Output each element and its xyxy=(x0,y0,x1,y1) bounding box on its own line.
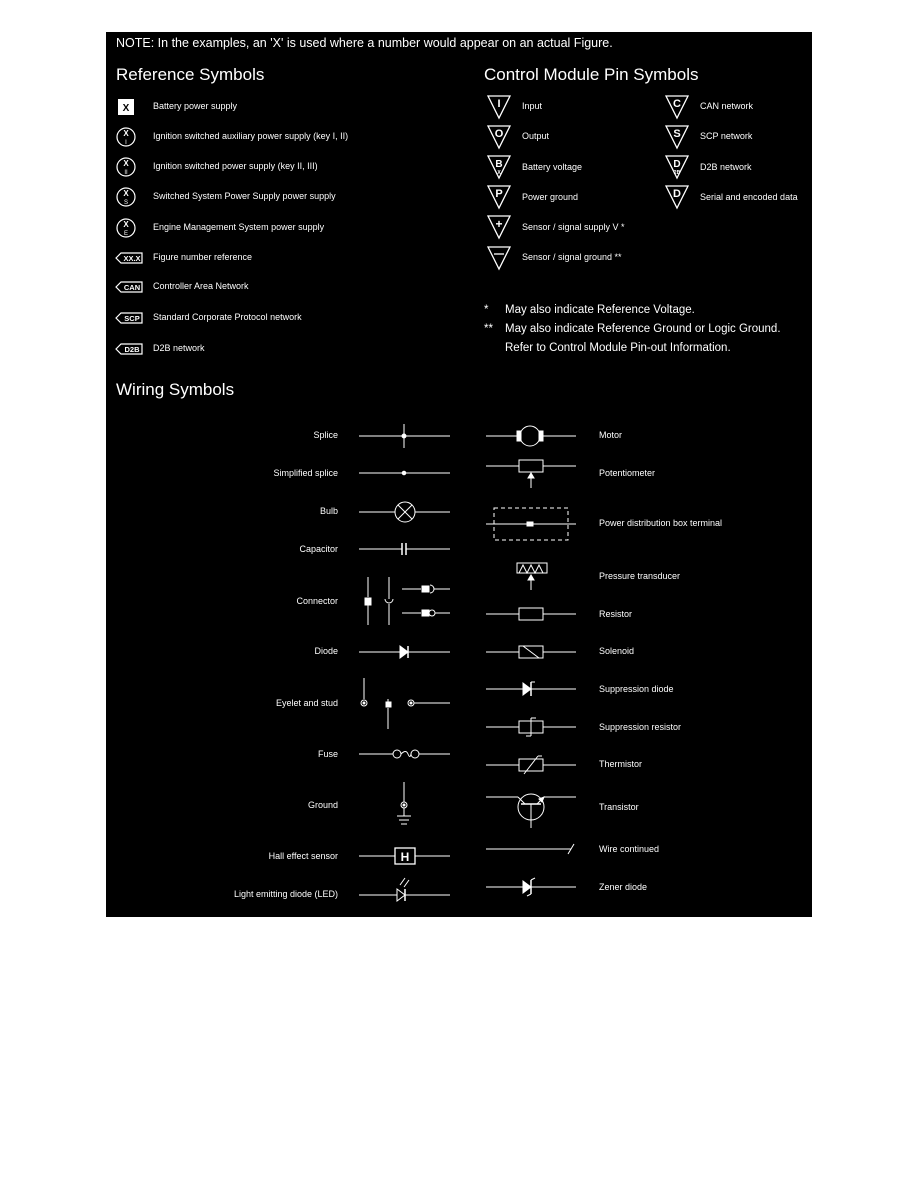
svg-text:I: I xyxy=(497,98,501,110)
wiring-label: Splice xyxy=(313,430,338,440)
figure-note: NOTE: In the examples, an 'X' is used where a number would appear on an actual Figure. xyxy=(116,36,613,50)
ground-icon xyxy=(397,782,411,824)
wiring-label: Wire continued xyxy=(599,844,660,854)
ignition-supply-icon xyxy=(117,158,135,176)
bulb-icon xyxy=(359,502,450,522)
reference-label: Standard Corporate Protocol network xyxy=(153,312,302,322)
svg-text:CAN: CAN xyxy=(123,283,141,292)
zener-diode-icon xyxy=(486,878,576,896)
switched-system-supply-icon xyxy=(117,188,135,206)
hall-glyph: H xyxy=(400,850,410,864)
reference-label: D2B network xyxy=(153,343,205,353)
capacitor-icon xyxy=(359,543,450,555)
power-distribution-box-terminal-icon xyxy=(486,508,576,540)
wiring-label: Pressure transducer xyxy=(599,571,681,581)
wiring-label: Suppression diode xyxy=(599,684,674,694)
wiring-label: Solenoid xyxy=(599,646,635,656)
sensor-supply-pin-icon xyxy=(488,216,510,238)
motor-icon xyxy=(486,426,576,446)
wiring-label: Resistor xyxy=(599,609,633,619)
footnote-text: May also indicate Reference Ground or Logic Ground. xyxy=(505,323,781,335)
wiring-label: Fuse xyxy=(317,749,338,759)
wiring-label: Transistor xyxy=(599,802,639,812)
pin-label: D2B network xyxy=(700,162,752,172)
scp-network-pin-icon xyxy=(666,126,688,148)
sensor-ground-pin-icon xyxy=(488,247,510,269)
pin-label: Serial and encoded data xyxy=(700,192,798,202)
reference-label: Controller Area Network xyxy=(153,281,249,291)
potentiometer-icon xyxy=(486,460,576,488)
pin-label: Output xyxy=(522,131,550,141)
can-reference-icon xyxy=(116,282,142,292)
suppression-resistor-icon xyxy=(486,718,576,736)
wiring-label: Hall effect sensor xyxy=(268,851,338,861)
svg-text:S: S xyxy=(673,128,681,140)
wiring-label: Bulb xyxy=(319,506,338,516)
control-module-pin-symbols-heading: Control Module Pin Symbols xyxy=(484,65,699,84)
d2b-reference-icon xyxy=(116,344,142,354)
wiring-label: Eyelet and stud xyxy=(275,698,338,708)
diode-icon xyxy=(359,646,450,658)
resistor-icon xyxy=(486,608,576,620)
svg-text:XX.X: XX.X xyxy=(123,254,141,263)
pin-label: Sensor / signal ground ** xyxy=(522,252,622,262)
battery-voltage-pin-icon xyxy=(488,156,510,178)
reference-label: Ignition switched auxiliary power supply (key I, II) xyxy=(153,131,349,141)
wiring-label: Diode xyxy=(314,646,338,656)
wiring-label: Connector xyxy=(296,596,338,606)
svg-text:B: B xyxy=(495,159,503,170)
connector-icon xyxy=(365,577,450,625)
wiring-label: Thermistor xyxy=(599,759,643,769)
eyelet-and-stud-icon xyxy=(361,678,450,729)
svg-text:X: X xyxy=(123,189,129,198)
pin-label: Battery voltage xyxy=(522,162,583,172)
wiring-label: Potentiometer xyxy=(599,468,656,478)
reference-label: Figure number reference xyxy=(153,252,253,262)
transistor-icon xyxy=(486,794,576,828)
pin-label: Input xyxy=(522,101,543,111)
svg-text:+: + xyxy=(495,217,503,231)
wiring-label: Power distribution box terminal xyxy=(599,518,723,528)
hall-effect-sensor-icon xyxy=(359,848,450,864)
svg-text:SCP: SCP xyxy=(124,314,140,323)
reference-label: Switched System Power Supply power supply xyxy=(153,191,336,201)
can-network-pin-icon xyxy=(666,96,688,118)
svg-text:II: II xyxy=(124,170,128,176)
scp-reference-icon xyxy=(116,313,142,323)
battery-glyph: X xyxy=(122,103,130,114)
fuse-icon xyxy=(359,750,450,758)
svg-text:D: D xyxy=(673,159,681,170)
output-pin-icon xyxy=(488,126,510,148)
ignition-aux-supply-icon xyxy=(117,128,135,146)
wiring-label: Suppression resistor xyxy=(599,722,682,732)
pressure-transducer-icon xyxy=(517,563,547,590)
serial-data-pin-icon xyxy=(666,186,688,208)
splice-icon xyxy=(359,424,450,448)
svg-text:O: O xyxy=(494,128,504,140)
wiring-label: Motor xyxy=(599,430,623,440)
svg-text:X: X xyxy=(123,129,129,138)
reference-symbols-heading: Reference Symbols xyxy=(116,65,265,84)
simplified-splice-icon xyxy=(359,471,450,475)
led-icon xyxy=(359,878,450,901)
pin-label: Sensor / signal supply V * xyxy=(522,222,625,232)
footnote-mark: ** xyxy=(484,323,493,335)
reference-label: Engine Management System power supply xyxy=(153,222,325,232)
svg-text:2B: 2B xyxy=(673,170,681,176)
wire-continued-icon xyxy=(486,844,574,854)
battery-power-supply-icon xyxy=(118,99,134,115)
suppression-diode-icon xyxy=(486,682,576,696)
power-ground-pin-icon xyxy=(488,186,510,208)
svg-text:S: S xyxy=(123,200,129,206)
pin-label: SCP network xyxy=(700,131,753,141)
d2b-network-pin-icon xyxy=(666,156,688,178)
wiring-label: Light emitting diode (LED) xyxy=(233,889,338,899)
wiring-label: Zener diode xyxy=(599,882,648,892)
svg-text:I: I xyxy=(125,140,127,146)
footnote-text: Refer to Control Module Pin-out Information. xyxy=(505,342,731,354)
solenoid-icon xyxy=(486,646,576,658)
svg-text:D: D xyxy=(673,188,681,200)
svg-text:X: X xyxy=(497,170,501,176)
figure-reference-icon xyxy=(116,253,142,263)
wiring-label: Simplified splice xyxy=(273,468,338,478)
symbols-legend-panel xyxy=(106,32,812,917)
thermistor-icon xyxy=(486,756,576,774)
svg-text:P: P xyxy=(495,188,503,200)
reference-label: Ignition switched power supply (key II, III) xyxy=(153,161,318,171)
pin-label: CAN network xyxy=(700,101,754,111)
engine-management-supply-icon xyxy=(117,219,135,237)
footnote-text: May also indicate Reference Voltage. xyxy=(505,304,695,316)
wiring-label: Capacitor xyxy=(299,544,338,554)
svg-text:D2B: D2B xyxy=(124,345,140,354)
svg-text:E: E xyxy=(123,231,129,237)
svg-text:X: X xyxy=(123,220,129,229)
wiring-symbols-heading: Wiring Symbols xyxy=(116,380,235,399)
reference-label: Battery power supply xyxy=(153,101,238,111)
pin-label: Power ground xyxy=(522,192,579,202)
footnote-mark: * xyxy=(484,304,489,316)
wiring-label: Ground xyxy=(307,800,338,810)
svg-text:X: X xyxy=(123,159,129,168)
svg-text:C: C xyxy=(673,98,681,110)
input-pin-icon xyxy=(488,96,510,118)
